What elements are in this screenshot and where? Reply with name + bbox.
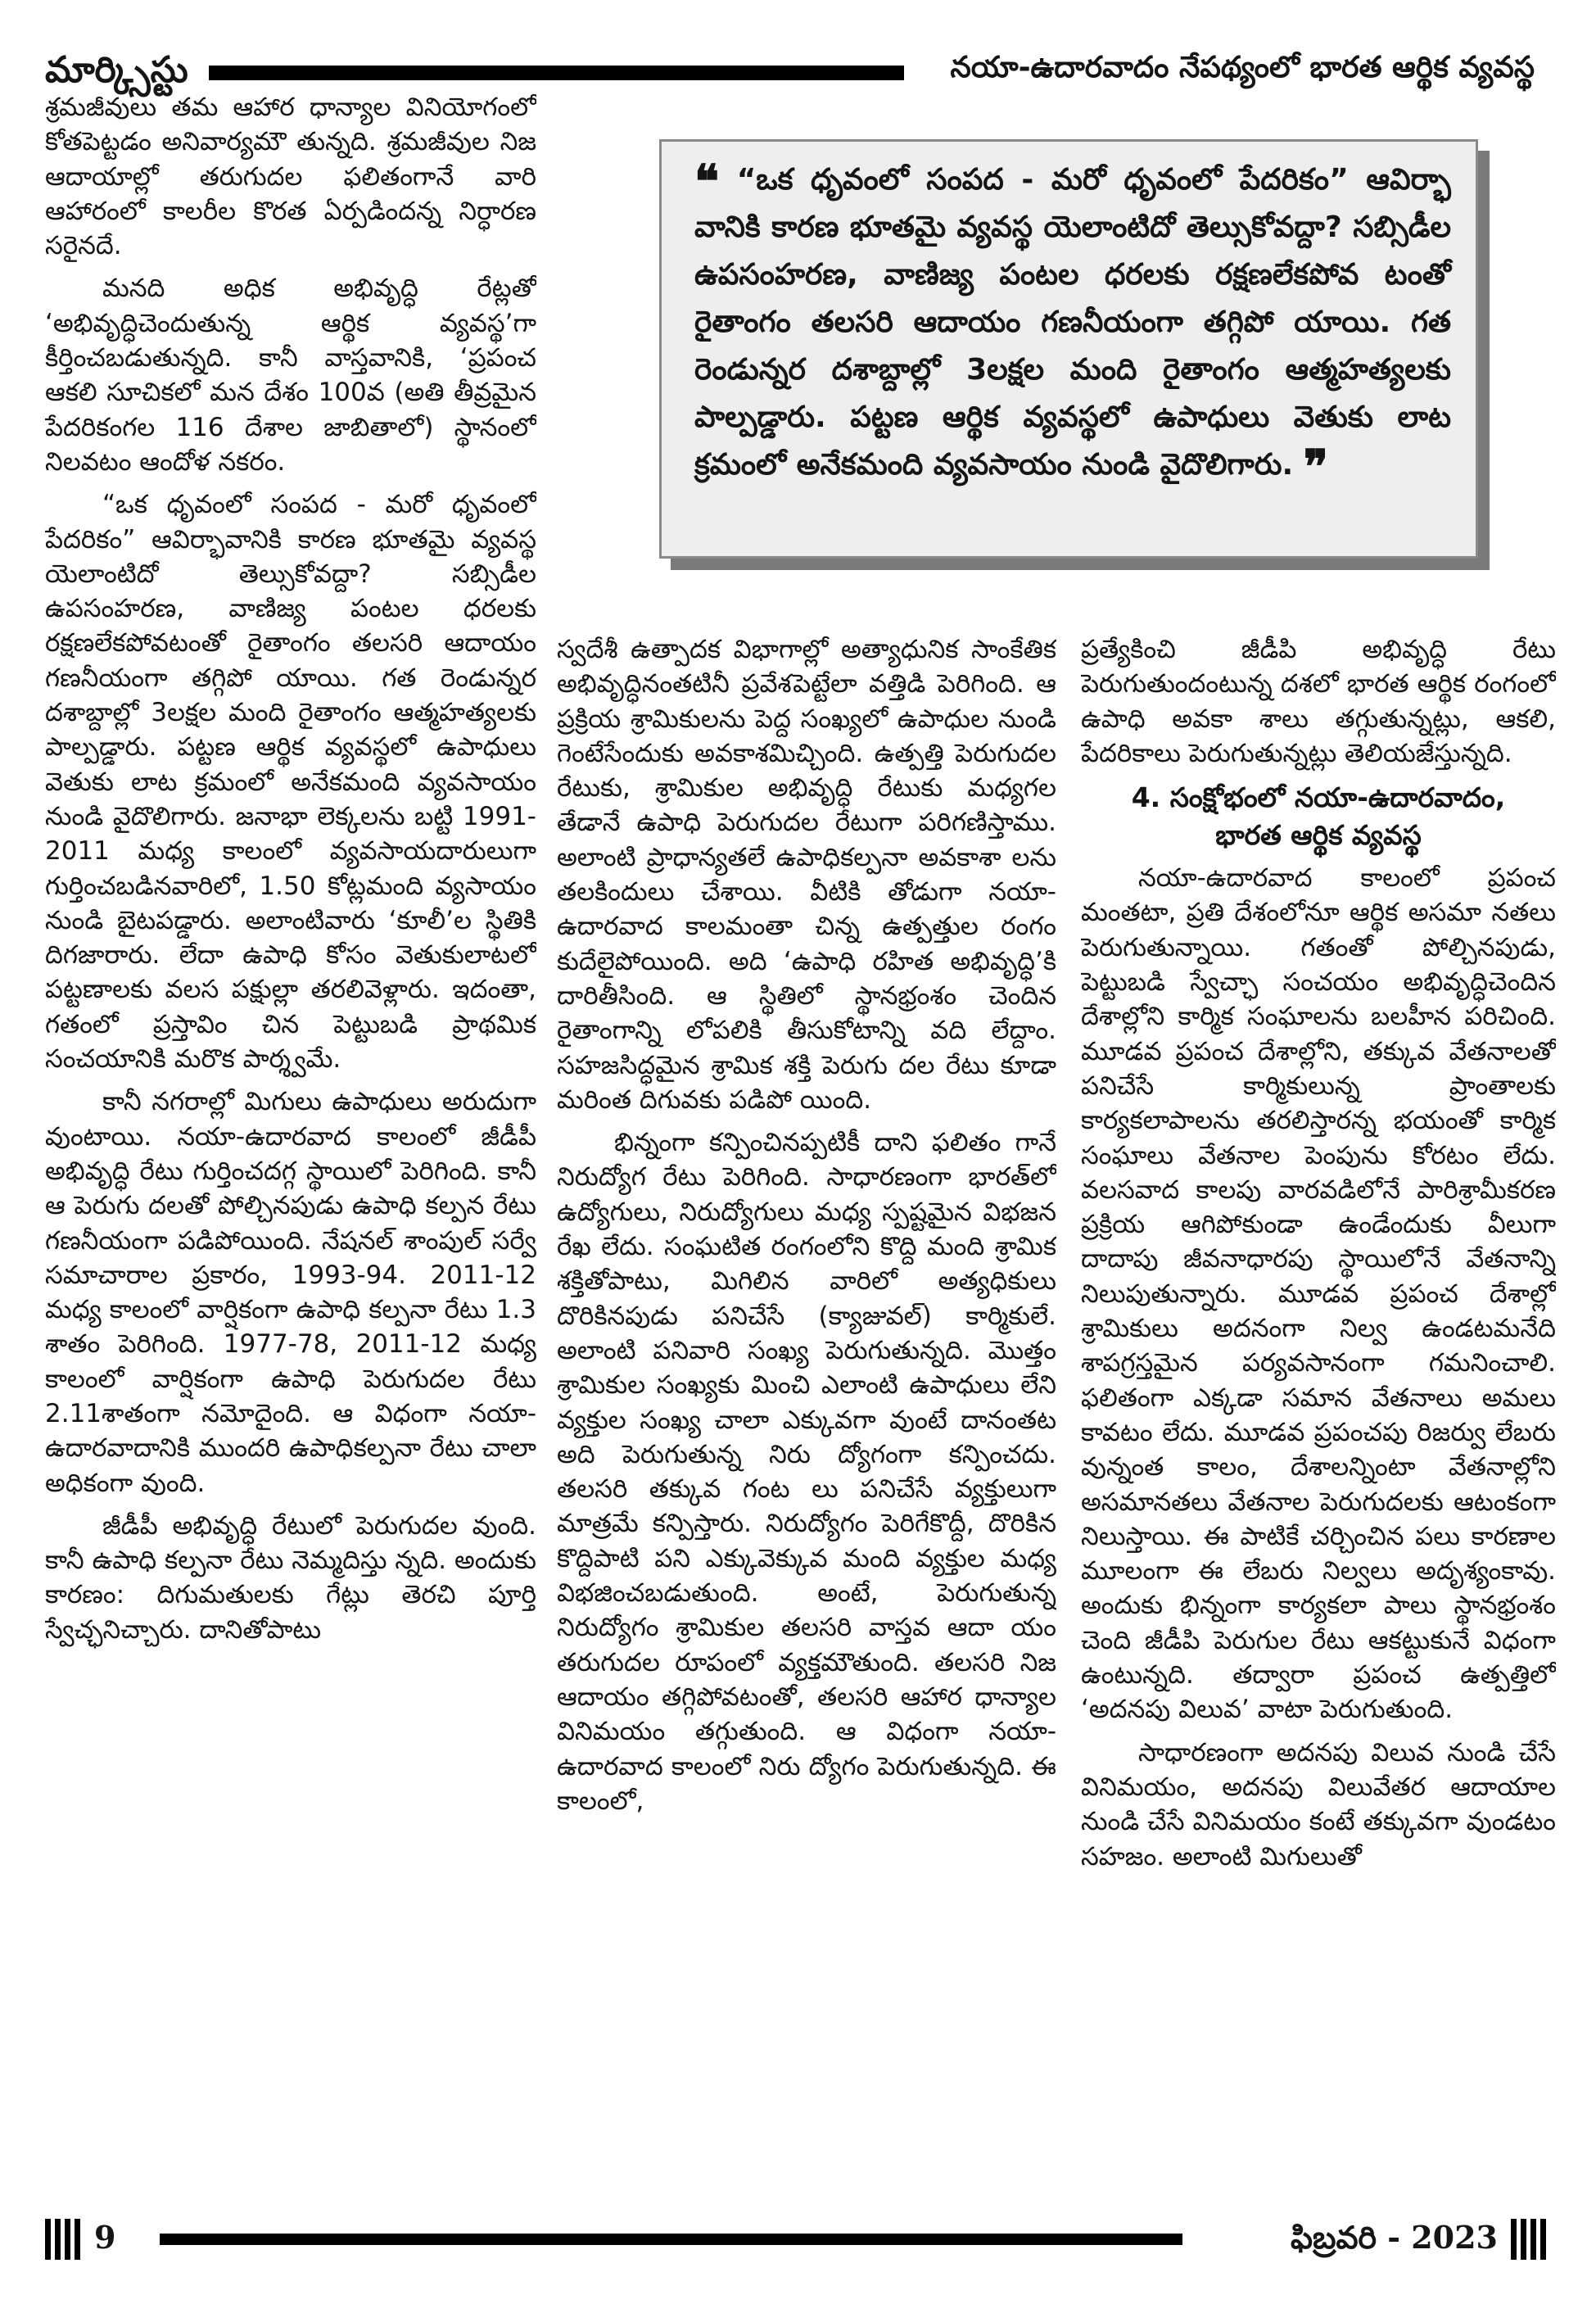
issue-date: ఫిబ్రవరి - 2023 (1290, 2219, 1498, 2256)
column-1 (45, 90, 536, 2203)
section-heading-line-2: భారత ఆర్థిక వ్యవస్థ (1215, 819, 1422, 852)
pull-quote (694, 155, 1451, 494)
footer-rule (160, 2234, 1182, 2245)
paragraph: ప్రత్యేకించి జీడీపి అభివృద్ధి రేటు పెరుగుతుందంటున్న దశలో భారత ఆర్థిక రంగంలో ఉపాధి అవకా శాలు తగ్గుతున్నట్లు, ఆకలి, పేదరికాలు పెరుగుతున్నట్లు తెలియజేస్తున్నది. (1081, 635, 1556, 768)
paragraph: భిన్నంగా కన్పించినప్పటికీ దాని ఫలితం గానే నిరుద్యోగ రేటు పెరిగింది. సాధారణంగా భారత్‌లో ఉద్యోగులు, నిరుద్యోగులు మధ్య స్పష్టమైన విభజన రేఖ లేదు. సంఘటిత రంగంలోని కొద్ది మంది శ్రామిక శక్తితోపాటు, మిగిలిన వారిలో అత్యధికులు దొరికినపుడు పనిచేసే (క్యాజువల్) కార్మికులే. అలాంటి పనివారి సంఖ్య పెరుగుతున్నది. మొత్తం శ్రామికుల సంఖ్యకు మించి ఎలాంటి ఉపాధులు లేని వ్యక్తుల సంఖ్య చాలా ఎక్కువగా వుంటే దానంతట అది పెరుగుతున్న నిరు ద్యోగంగా కన్పించదు. తలసరి తక్కువ గంట లు పనిచేసే వ్యక్తులుగా మాత్రమే కన్పిస్తారు. నిరుద్యోగం పెరిగేకొద్దీ, దొరికిన కొద్దిపాటి పని ఎక్కువెక్కువ మంది వ్యక్తుల మధ్య విభజించబడుతుంది. అంటే, పెరుగుతున్న నిరుద్యోగం శ్రామికుల తలసరి వాస్తవ ఆదా యం తరుగుదల రూపంలో వ్యక్తమౌతుంది. తలసరి నిజ ఆదాయం తగ్గిపోవటంతో, తలసరి ఆహార ధాన్యాల వినిమయం తగ్గుతుంది. ఆ విధంగా నయా-ఉదారవాద కాలంలో నిరు ద్యోగం పెరుగుతున్నది. ఈ కాలంలో, (557, 1128, 1056, 1816)
paragraph: జీడీపీ అభివృద్ధి రేటులో పెరుగుదల వుంది. కానీ ఉపాధి కల్పనా రేటు నెమ్మదిస్తు న్నది. అందుకు కారణం: దిగుమతులకు గేట్లు తెరచి పూర్తి స్వేచ్ఛనిచ్చారు. దానితోపాటు (45, 1510, 536, 1645)
paragraph: “ఒక ధృవంలో సంపద - మరో ధృవంలో పేదరికం” ఆవిర్భావానికి కారణ భూతమై వ్యవస్థ యెలాంటిదో తెల్సుకోవద్దా? సబ్సిడీల ఉపసంహరణ, వాణిజ్య పంటల ధరలకు రక్షణలేకపోవటంతో రైతాంగం తలసరి ఆదాయం గణనీయంగా తగ్గిపో యాయి. గత రెండున్నర దశాబ్దాల్లో 3లక్షల మంది రైతాంగం ఆత్మహత్యలకు పాల్పడ్డారు. పట్టణ ఆర్థిక వ్యవస్థలో ఉపాధులు వెతుకు లాట క్రమంలో అనేకమంది వ్యవసాయం నుండి వైదొలిగారు. జనాభా లెక్కలను బట్టి 1991- 2011 మధ్య కాలంలో వ్యవసాయదారులుగా గుర్తించబడినవారిలో, 1.50 కోట్లమంది వ్యసాయం నుండి బైటపడ్డారు. అలాంటివారు ‘కూలీ’ల స్థితికి దిగజారారు. లేదా ఉపాధి కోసం వెతుకులాటలో పట్టణాలకు వలస పక్షుల్లా తరలివెళ్లారు. ఇదంతా, గతంలో ప్రస్తావిం చిన పెట్టుబడి ప్రాథమిక సంచయానికి మరొక పార్శ్వమే. (45, 490, 536, 1075)
close-quote-icon: ❞ (1303, 440, 1328, 494)
paragraph: సాధారణంగా అదనపు విలువ నుండి చేసే వినిమయం, అదనపు విలువేతర ఆదాయాల నుండి చేసే వినిమయం కంటే తక్కువగా వుండటం సహజం. అలాంటి మిగులుతో (1081, 1737, 1556, 1872)
header-rule (209, 66, 904, 80)
pull-quote-text: “ఒక ధృవంలో సంపద - మరో ధృవంలో పేదరికం” ఆవిర్భా వానికి కారణ భూతమై వ్యవస్థ యెలాంటిదో తెల్సుకోవద్దా? సబ్సిడీల ఉపసంహరణ, వాణిజ్య పంటల ధరలకు రక్షణలేకపోవ టంతో రైతాంగం తలసరి ఆదాయం గణనీయంగా తగ్గిపో యాయి. గత రెండున్నర దశాబ్దాల్లో 3లక్షల మంది రైతాంగం ఆత్మహత్యలకు పాల్పడ్డారు. పట్టణ ఆర్థిక వ్యవస్థలో ఉపాధులు వెతుకు లాట క్రమంలో అనేకమంది వ్యవసాయం నుండి వైదొలిగారు. (694, 163, 1451, 482)
paragraph: నయా-ఉదారవాద కాలంలో ప్రపంచ మంతటా, ప్రతి దేశంలోనూ ఆర్థిక అసమా నతలు పెరుగుతున్నాయి. గతంతో పోల్చినపుడు, పెట్టుబడి స్వేచ్ఛా సంచయం అభివృద్ధిచెందిన దేశాల్లోని కార్మిక సంఘాలను బలహీన పరిచింది. మూడవ ప్రపంచ దేశాల్లోని, తక్కువ వేతనాలతో పనిచేసే కార్మికులున్న ప్రాంతాలకు కార్యకలాపాలను తరలిస్తారన్న భయంతో కార్మిక సంఘాలు వేతనాల పెంపును కోరటం లేదు. వలసవాద కాలపు వారవడిలోనే పారిశ్రామీకరణ ప్రక్రియ ఆగిపోకుండా ఉండేందుకు వీలుగా దాదాపు జీవనాధారపు స్థాయిలోనే వేతనాన్ని నిలుపుతున్నారు. మూడవ ప్రపంచ దేశాల్లో శ్రామికులు అదనంగా నిల్వ ఉండటమనేది శాపగ్రస్తమైన పర్యవసానంగా గమనించాలి. ఫలితంగా ఎక్కడా సమాన వేతనాలు అమలు కావటం లేదు. మూడవ ప్రపంచపు రిజర్వు లేబరు వున్నంత కాలం, దేశాలన్నింటా వేతనాల్లోని అసమానతలు వేతనాల పెరుగుదలకు ఆటంకంగా నిలుస్తాయి. ఈ పాటికే చర్చించిన పలు కారణాల మూలంగా ఈ లేబరు నిల్వలు అదృశ్యంకావు. అందుకు భిన్నంగా కార్యకలా పాలు స్థానభ్రంశం చెంది జీడీపి పెరుగుల రేటు ఆకట్టుకునే విధంగా ఉంటున్నది. తద్వారా ప్రపంచ ఉత్పత్తిలో ‘అదనపు విలువ’ వాటా పెరుగుతుంది. (1081, 863, 1556, 1725)
footer-bars-left (45, 2219, 81, 2260)
open-quote-icon: ❝ (694, 155, 720, 209)
pull-quote-box (659, 139, 1478, 559)
paragraph: స్వదేశీ ఉత్పాదక విభాగాల్లో అత్యాధునిక సాంకేతిక అభివృద్ధినంతటినీ ప్రవేశపెట్టేలా వత్తిడి పెరిగింది. ఆ ప్రక్రియ శ్రామికులను పెద్ద సంఖ్యలో ఉపాధుల నుండి గెంటేసేందుకు అవకాశమిచ్చింది. ఉత్పత్తి పెరుగుదల రేటుకు, శ్రామికుల అభివృద్ధి రేటుకు మధ్యగల తేడానే ఉపాధి పెరుగుదల రేటుగా పరిగణిస్తాము. అలాంటి ప్రాధాన్యతలే ఉపాధికల్పనా అవకాశా లను తలకిందులు చేశాయి. వీటికి తోడుగా నయా-ఉదారవాద కాలమంతా చిన్న ఉత్పత్తుల రంగం కుదేలైపోయింది. అది ‘ఉపాధి రహిత అభివృద్ధి’కి దారితీసింది. ఆ స్థితిలో స్థానభ్రంశం చెందిన రైతాంగాన్ని లోపలికి తీసుకోటాన్ని వది లేద్దాం. సహజసిద్ధమైన శ్రామిక శక్తి పెరుగు దల రేటు కూడా మరింత దిగువకు పడిపో యింది. (557, 635, 1056, 1115)
footer-bars-right (1511, 2219, 1547, 2260)
article-title: నయా-ఉదారవాదం నేపథ్యంలో భారత ఆర్థిక వ్యవస్థ (950, 51, 1535, 84)
magazine-name: మార్క్సిస్టు (45, 49, 188, 91)
section-heading (1081, 779, 1556, 854)
section-heading-line-1: 4. సంక్షోభంలో నయా-ఉదారవాదం, (1131, 781, 1506, 814)
paragraph: కానీ నగరాల్లో మిగులు ఉపాధులు అరుదుగా వుంటాయి. నయా-ఉదారవాద కాలంలో జీడీపీ అభివృద్ధి రేటు గుర్తించదగ్గ స్థాయిలో పెరిగింది. కానీ ఆ పెరుగు దలతో పోల్చినపుడు ఉపాధి కల్పన రేటు గణనీయంగా పడిపోయింది. నేషనల్ శాంపుల్ సర్వే సమాచారాల ప్రకారం, 1993-94. 2011-12 మధ్య కాలంలో వార్షికంగా ఉపాధి కల్పనా రేటు 1.3 శాతం పెరిగింది. 1977-78, 2011-12 మధ్య కాలంలో వార్షికంగా ఉపాధి పెరుగుదల రేటు 2.11శాతంగా నమోదైంది. ఆ విధంగా నయా-ఉదారవాదానికి ముందరి ఉపాధికల్పనా రేటు చాలా అధికంగా వుంది. (45, 1087, 536, 1498)
page-number: 9 (94, 2219, 116, 2256)
paragraph: మనది అధిక అభివృద్ధి రేట్లతో ‘అభివృద్ధిచెందుతున్న ఆర్థిక వ్యవస్థ’గా కీర్తించబడుతున్నది. కానీ వాస్తవానికి, ‘ప్రపంచ ఆకలి సూచికలో మన దేశం 100వ (అతి తీవ్రమైన పేదరికంగల 116 దేశాల జాబితాలో) స్థానంలో నిలవటం ఆందోళ నకరం. (45, 274, 536, 477)
paragraph: శ్రమజీవులు తమ ఆహార ధాన్యాల వినియోగంలో కోతపెట్టడం అనివార్యమౌ తున్నది. శ్రమజీవుల నిజ ఆదాయాల్లో తరుగుదల ఫలితంగానే వారి ఆహారంలో కాలరీల కొరత ఏర్పడిందన్న నిర్ధారణ సరైనదే. (45, 93, 536, 261)
column-3 (1081, 632, 1556, 2205)
column-2 (557, 632, 1056, 2205)
page-footer (45, 2216, 1547, 2265)
